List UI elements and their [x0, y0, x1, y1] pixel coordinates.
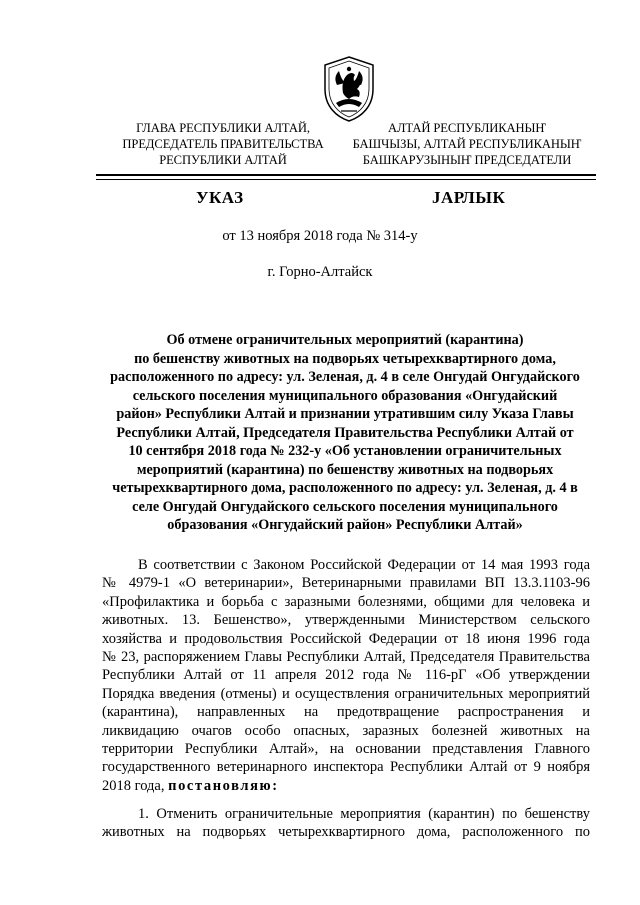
- item1-line: животных на подворьях четырехквартирного дома, расположенного по: [102, 824, 590, 841]
- header-divider-thin: [96, 179, 596, 180]
- header-left-line: ГЛАВА РЕСПУБЛИКИ АЛТАЙ,: [136, 121, 310, 135]
- title-line: мероприятий (карантина) по бешенству животных на подворьях: [136, 461, 554, 478]
- coat-of-arms-griffin-icon: [319, 55, 379, 123]
- body-line: ликвидацию очагов особо опасных, заразных болезней животных на: [102, 722, 590, 739]
- title-line: район» Республики Алтай и признании утратившим силу Указа Главы: [116, 406, 574, 422]
- doc-type-jarlyk: ЈАРЛЫК: [432, 188, 506, 207]
- body-line: хозяйства и продовольствия Российской Федерации от 18 июня 1996 года: [102, 630, 590, 647]
- body-line: государственного ветеринарного инспектора Республики Алтай от 9 ноября: [102, 759, 590, 776]
- resolve-keyword: постановляю:: [168, 777, 279, 794]
- item1-line: 1. Отменить ограничительные мероприятия (карантин) по бешенству: [138, 806, 590, 822]
- body-line: № 23, распоряжением Главы Республики Алтай, Председателя Правительства: [102, 649, 590, 666]
- body-paragraph-item-1: [102, 805, 590, 842]
- title-line: по бешенству животных на подворьях четырехквартирного дома,: [134, 350, 556, 367]
- header-divider-thick: [96, 174, 596, 176]
- title-line: расположенного по адресу: ул. Зеленая, д. 4 в селе Онгудай Онгудайского: [110, 369, 580, 385]
- body-line: В соответствии с Законом Российской Федерации от 14 мая 1993 года: [138, 557, 590, 573]
- title-line: 10 сентября 2018 года № 232-у «Об установлении ограничительных: [128, 443, 562, 459]
- body-line: (карантина), направленных на предотвращение распространения и: [102, 704, 590, 721]
- title-line: Республики Алтай, Председателя Правительства Республики Алтай от: [116, 424, 574, 441]
- document-title: [100, 331, 590, 535]
- document-city: г. Горно-Алтайск: [267, 264, 373, 280]
- body-line-last: [102, 777, 590, 795]
- body-paragraph-preamble: [102, 556, 590, 795]
- body-last-prefix: 2018 года,: [102, 777, 165, 794]
- header-left-line: ПРЕДСЕДАТЕЛЬ ПРАВИТЕЛЬСТВА: [122, 137, 324, 151]
- body-line: животных. 13. Бешенство», утвержденными Министерством сельского: [102, 612, 590, 629]
- body-line: № 4979-1 «О ветеринарии», Ветеринарными правилами ВП 13.3.1103-96: [102, 575, 590, 592]
- header-right-title: [352, 120, 582, 168]
- header-right-line: БАШКАРУЗЫНЫҤ ПРЕДСЕДАТЕЛИ: [362, 153, 572, 167]
- header-left-line: РЕСПУБЛИКИ АЛТАЙ: [159, 153, 287, 167]
- header-right-line: АЛТАЙ РЕСПУБЛИКАНЫҤ: [387, 121, 547, 135]
- header-left-title: [118, 120, 328, 168]
- title-line: сельского поселения муниципального образования «Онгудайский: [132, 387, 558, 404]
- document-date-number: от 13 ноября 2018 года № 314-у: [222, 228, 418, 244]
- title-line: селе Онгудай Онгудайского сельского поселения муниципального: [132, 498, 558, 515]
- title-line: образования «Онгудайский район» Республики Алтай»: [167, 517, 523, 533]
- doc-type-ukaz: УКАЗ: [196, 188, 244, 207]
- body-line: Республики Алтай от 11 апреля 2012 года № 116-рГ «Об утверждении: [102, 667, 590, 684]
- body-line: территории Республики Алтай», на основании представления Главного: [102, 741, 590, 758]
- body-line: «Профилактика и борьба с заразными болезнями, общими для человека и: [102, 593, 590, 610]
- body-line: Порядка введения (отмены) и осуществления ограничительных мероприятий: [102, 685, 590, 702]
- header-right-line: БАШЧЫЗЫ, АЛТАЙ РЕСПУБЛИКАНЫҤ: [352, 137, 582, 151]
- title-line: Об отмене ограничительных мероприятий (карантина): [166, 332, 524, 348]
- title-line: четырехквартирного дома, расположенного по адресу: ул. Зеленая, д. 4 в: [112, 480, 578, 496]
